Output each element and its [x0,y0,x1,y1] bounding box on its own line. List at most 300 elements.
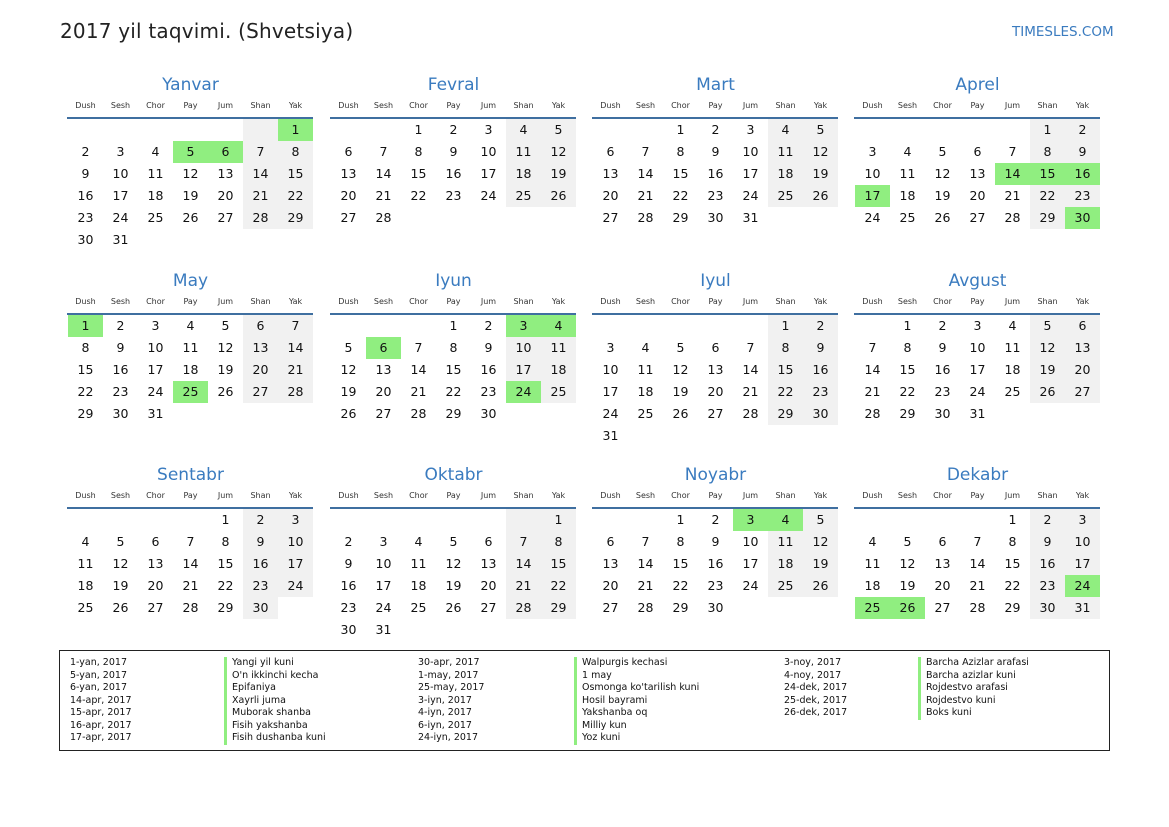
day-cell: 15 [445,362,462,377]
day-cell: 8 [1008,534,1017,549]
weekday-label: Yak [551,491,566,500]
weekday-label: Sesh [110,101,131,110]
day-cell: 27 [602,600,619,615]
day-cell: 7 [414,340,423,355]
day-cell: 21 [742,384,759,399]
legend-holiday-name: Barcha azizlar kuni [918,670,1029,683]
day-cell: 14 [864,362,881,377]
day-cell: 16 [243,553,278,575]
day-cell: 25 [637,406,654,421]
weekday-label: Chor [933,491,952,500]
month-avgust [854,268,1101,425]
legend-holiday-name: Muborak shanba [224,707,326,720]
day-grid [854,119,1101,229]
weekday-label: Yak [551,101,566,110]
holiday-day-cell: 24 [506,381,541,403]
day-cell: 11 [182,340,199,355]
day-cell: 15 [1004,556,1021,571]
day-cell: 22 [410,188,427,203]
empty-cell [925,119,960,141]
day-cell: 18 [768,163,803,185]
weekday-label: Sesh [373,491,394,500]
day-cell: 3 [973,318,982,333]
day-cell: 26 [541,185,576,207]
day-cell: 29 [1030,207,1065,229]
day-cell: 27 [707,406,724,421]
weekday-label: Sesh [373,101,394,110]
day-cell: 15 [217,556,234,571]
day-cell: 10 [1065,531,1100,553]
day-cell: 11 [147,166,164,181]
day-cell: 28 [182,600,199,615]
day-cell: 18 [77,578,94,593]
month-name: Noyabr [684,465,747,485]
day-cell: 22 [768,381,803,403]
legend-date: 4-noy, 2017 [784,669,842,681]
day-cell: 17 [969,362,986,377]
legend-holiday-name: Barcha Azizlar arafasi [918,657,1029,670]
day-grid [67,509,314,619]
empty-cell [243,229,278,251]
legend-date: 3-iyn, 2017 [418,694,472,706]
day-cell: 10 [864,166,881,181]
empty-cell [331,119,366,141]
empty-cell [1030,403,1065,425]
day-cell: 23 [112,384,129,399]
day-cell: 9 [243,531,278,553]
day-cell: 3 [116,144,125,159]
legend-date: 16-apr, 2017 [70,719,132,731]
legend-names-column [224,657,326,745]
day-cell: 20 [480,578,497,593]
weekday-header [592,488,839,504]
day-cell: 5 [803,509,838,531]
day-cell: 6 [606,534,615,549]
day-cell: 16 [934,362,951,377]
day-cell: 24 [602,406,619,421]
day-cell: 24 [112,210,129,225]
weekday-label: Yak [288,297,303,306]
day-cell: 2 [484,318,493,333]
day-cell: 9 [711,534,720,549]
weekday-label: Sesh [897,297,918,306]
empty-cell [401,207,436,229]
day-cell: 15 [672,166,689,181]
day-cell: 17 [480,166,497,181]
empty-cell [278,229,313,251]
day-cell: 22 [217,578,234,593]
month-name: Avgust [948,271,1007,291]
day-cell: 15 [541,553,576,575]
month-name: Oktabr [424,465,483,485]
day-cell: 12 [803,141,838,163]
empty-cell [890,119,925,141]
day-cell: 10 [506,337,541,359]
weekday-label: Pay [446,101,461,110]
empty-cell [733,597,768,619]
day-cell: 6 [1065,315,1100,337]
day-cell: 30 [707,210,724,225]
day-cell: 17 [147,362,164,377]
day-cell: 30 [340,622,357,637]
day-cell: 20 [934,578,951,593]
weekday-header [592,98,839,114]
weekday-label: Shan [513,297,534,306]
empty-cell [366,119,401,141]
day-cell: 20 [375,384,392,399]
day-cell: 1 [768,315,803,337]
day-cell: 3 [1065,509,1100,531]
day-cell: 23 [1065,185,1100,207]
weekday-label: Jum [480,491,497,500]
day-cell: 17 [742,556,759,571]
day-cell: 8 [676,144,685,159]
legend-date: 15-apr, 2017 [70,707,132,718]
weekday-label: Sesh [897,101,918,110]
day-cell: 16 [77,188,94,203]
day-cell: 17 [506,359,541,381]
day-cell: 19 [445,578,462,593]
day-cell: 31 [742,210,759,225]
legend-names-column [918,657,1029,720]
day-cell: 3 [379,534,388,549]
legend-date: 6-yan, 2017 [70,682,127,693]
legend-date: 24-iyn, 2017 [418,732,479,743]
day-cell: 4 [768,119,803,141]
day-cell: 15 [899,362,916,377]
brand-link[interactable]: TIMESLES.COM [1012,24,1114,40]
day-cell: 27 [602,210,619,225]
day-cell: 17 [742,166,759,181]
empty-cell [1065,403,1100,425]
day-cell: 8 [1030,141,1065,163]
day-cell: 11 [506,141,541,163]
weekday-label: Dush [75,101,96,110]
legend-date: 25-may, 2017 [418,682,485,693]
day-cell: 1 [676,122,685,137]
day-grid [854,315,1101,425]
day-grid [67,119,314,251]
day-cell: 24 [375,600,392,615]
day-cell: 10 [375,556,392,571]
holiday-day-cell: 3 [506,315,541,337]
day-cell: 7 [641,144,650,159]
empty-cell [68,119,103,141]
day-cell: 9 [711,144,720,159]
weekday-label: Shan [775,101,796,110]
day-cell: 12 [899,556,916,571]
day-cell: 22 [899,384,916,399]
empty-cell [803,207,838,229]
day-cell: 18 [899,188,916,203]
day-cell: 8 [81,340,90,355]
empty-cell [506,509,541,531]
day-cell: 11 [768,141,803,163]
day-cell: 11 [768,531,803,553]
legend-holiday-name: Epifaniya [224,682,326,695]
month-iyul [592,268,839,447]
day-cell: 25 [541,381,576,403]
day-cell: 21 [182,578,199,593]
day-cell: 22 [1004,578,1021,593]
day-cell: 27 [969,210,986,225]
empty-cell [173,403,208,425]
empty-cell [506,207,541,229]
weekday-label: Shan [1037,491,1058,500]
empty-cell [541,207,576,229]
day-cell: 4 [1008,318,1017,333]
day-cell: 22 [1030,185,1065,207]
day-cell: 7 [868,340,877,355]
legend-holiday-name: 1 may [574,670,699,683]
month-sentabr [67,462,314,619]
day-cell: 9 [803,337,838,359]
legend-date: 30-apr, 2017 [418,657,480,668]
day-cell: 3 [278,509,313,531]
day-cell: 5 [449,534,458,549]
day-cell: 8 [768,337,803,359]
day-cell: 2 [1030,509,1065,531]
day-cell: 14 [410,362,427,377]
month-yanvar [67,72,314,251]
day-cell: 22 [541,575,576,597]
day-cell: 10 [742,144,759,159]
month-aprel [854,72,1101,229]
weekday-label: Sesh [635,101,656,110]
legend-holiday-name: Walpurgis kechasi [574,657,699,670]
day-cell: 8 [278,141,313,163]
empty-cell [68,509,103,531]
weekday-label: Sesh [373,297,394,306]
day-cell: 14 [742,362,759,377]
month-noyabr [592,462,839,619]
weekday-label: Shan [250,491,271,500]
day-cell: 26 [445,600,462,615]
day-cell: 4 [151,144,160,159]
empty-cell [173,119,208,141]
day-cell: 28 [864,406,881,421]
day-cell: 11 [77,556,94,571]
empty-cell [506,619,541,641]
month-name: Yanvar [162,75,219,95]
weekday-label: Shan [775,297,796,306]
day-cell: 16 [707,556,724,571]
weekday-header [592,294,839,310]
day-cell: 8 [414,144,423,159]
weekday-label: Chor [671,491,690,500]
day-cell: 26 [182,210,199,225]
day-cell: 29 [445,406,462,421]
day-cell: 16 [112,362,129,377]
empty-cell [471,207,506,229]
weekday-label: Sesh [110,491,131,500]
day-cell: 24 [864,210,881,225]
empty-cell [401,315,436,337]
day-cell: 4 [903,144,912,159]
day-cell: 22 [445,384,462,399]
day-cell: 12 [934,166,951,181]
day-cell: 13 [602,166,619,181]
day-cell: 29 [541,597,576,619]
weekday-label: Jum [1004,101,1021,110]
weekday-label: Shan [1037,297,1058,306]
day-cell: 22 [672,188,689,203]
day-cell: 11 [637,362,654,377]
day-cell: 26 [112,600,129,615]
weekday-label: Dush [338,297,359,306]
holiday-day-cell: 24 [1065,575,1100,597]
day-cell: 18 [147,188,164,203]
day-grid [330,119,577,229]
day-cell: 20 [707,384,724,399]
day-cell: 6 [938,534,947,549]
day-cell: 25 [899,210,916,225]
day-cell: 23 [445,188,462,203]
day-cell: 16 [340,578,357,593]
empty-cell [243,119,278,141]
empty-cell [960,119,995,141]
day-cell: 13 [375,362,392,377]
day-cell: 6 [484,534,493,549]
day-cell: 19 [672,384,689,399]
day-cell: 30 [112,406,129,421]
day-cell: 1 [541,509,576,531]
day-cell: 21 [637,578,654,593]
day-cell: 12 [217,340,234,355]
day-cell: 10 [969,340,986,355]
day-cell: 16 [445,166,462,181]
empty-cell [628,119,663,141]
day-cell: 6 [973,144,982,159]
day-cell: 14 [243,163,278,185]
day-cell: 12 [803,531,838,553]
day-cell: 9 [449,144,458,159]
day-cell: 1 [1008,512,1017,527]
day-cell: 14 [969,556,986,571]
day-cell: 17 [602,384,619,399]
day-cell: 28 [243,207,278,229]
day-cell: 10 [480,144,497,159]
day-cell: 2 [1065,119,1100,141]
holiday-day-cell: 30 [1065,207,1100,229]
empty-cell [593,509,628,531]
day-cell: 26 [803,185,838,207]
weekday-label: Jum [1004,297,1021,306]
day-cell: 1 [903,318,912,333]
day-grid [592,119,839,229]
day-cell: 18 [637,384,654,399]
holiday-day-cell: 14 [995,163,1030,185]
holiday-day-cell: 17 [855,185,890,207]
day-cell: 7 [379,144,388,159]
weekday-header [67,98,314,114]
day-cell: 6 [151,534,160,549]
day-grid [330,509,577,641]
day-cell: 5 [1030,315,1065,337]
day-cell: 22 [278,185,313,207]
day-cell: 13 [1065,337,1100,359]
weekday-label: Chor [671,297,690,306]
day-cell: 23 [934,384,951,399]
day-cell: 27 [480,600,497,615]
legend-holiday-name: Milliy kun [574,720,699,733]
weekday-label: Dush [75,491,96,500]
holiday-day-cell: 3 [733,509,768,531]
holiday-day-cell: 25 [855,597,890,619]
day-cell: 7 [746,340,755,355]
day-cell: 27 [147,600,164,615]
empty-cell [855,315,890,337]
day-cell: 23 [77,210,94,225]
month-name: Mart [696,75,735,95]
weekday-label: Jum [217,101,234,110]
day-cell: 11 [541,337,576,359]
weekday-label: Yak [1075,101,1090,110]
holiday-day-cell: 1 [68,315,103,337]
day-cell: 11 [864,556,881,571]
weekday-label: Pay [970,101,985,110]
empty-cell [471,619,506,641]
empty-cell [698,425,733,447]
weekday-label: Chor [671,101,690,110]
legend-date: 6-iyn, 2017 [418,719,472,731]
weekday-label: Yak [1075,491,1090,500]
legend-holiday-name: Yangi yil kuni [224,657,326,670]
day-cell: 12 [182,166,199,181]
empty-cell [803,597,838,619]
empty-cell [925,509,960,531]
day-cell: 20 [602,188,619,203]
weekday-header [854,294,1101,310]
month-name: Dekabr [946,465,1009,485]
day-cell: 29 [899,406,916,421]
empty-cell [471,509,506,531]
day-cell: 21 [969,578,986,593]
day-cell: 25 [1004,384,1021,399]
day-cell: 28 [1004,210,1021,225]
day-cell: 30 [77,232,94,247]
day-cell: 3 [606,340,615,355]
empty-cell [855,119,890,141]
empty-cell [401,509,436,531]
day-cell: 23 [1030,575,1065,597]
day-cell: 4 [81,534,90,549]
legend-date: 25-dek, 2017 [784,694,848,706]
legend-date: 26-dek, 2017 [784,707,848,718]
weekday-label: Dush [862,297,883,306]
empty-cell [663,315,698,337]
day-cell: 28 [637,600,654,615]
day-cell: 10 [112,166,129,181]
day-cell: 19 [934,188,951,203]
day-cell: 20 [340,188,357,203]
legend-date: 14-apr, 2017 [70,694,132,706]
day-cell: 5 [541,119,576,141]
weekday-label: Jum [480,297,497,306]
day-cell: 16 [480,362,497,377]
empty-cell [698,315,733,337]
day-cell: 25 [147,210,164,225]
day-cell: 29 [672,210,689,225]
day-cell: 14 [506,553,541,575]
day-cell: 26 [934,210,951,225]
weekday-label: Yak [813,297,828,306]
empty-cell [138,119,173,141]
weekday-label: Dush [600,491,621,500]
empty-cell [995,119,1030,141]
weekday-label: Dush [862,491,883,500]
weekday-label: Pay [970,491,985,500]
